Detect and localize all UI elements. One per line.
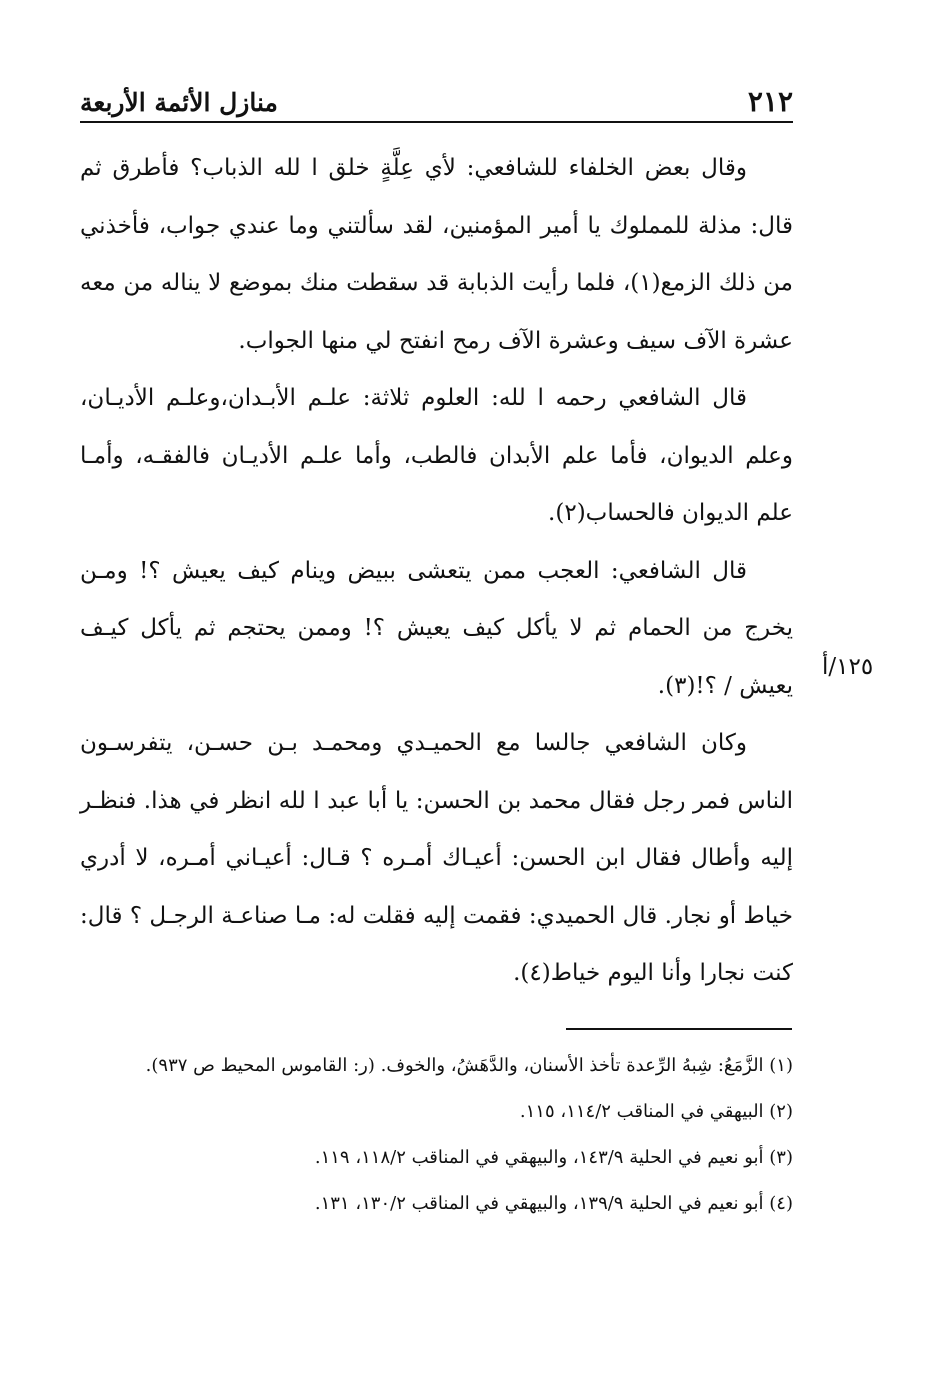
text-line: من ذلك الزمع(١)، فلما رأيت الذبابة قد سقطت منك بموضع لا يناله من معه [80,270,793,296]
paragraph-4 [80,715,793,1003]
main-text [80,140,793,1003]
text-line: وكان الشافعي جالسا مع الحميـدي ومحمـد بـن حسـن، يتفرسـون [80,730,747,756]
footnotes [80,1043,793,1227]
footnote-1: (١) الزَّمَعُ: شِبهُ الرِّعدة تأخذ الأسنان، والدَّهَشُ، والخوف. (ر: القاموس المحيط ص ٩٣٧). [145,1055,793,1076]
text-line: قال: كنت نجارا وأنا اليوم خياط(٤). [80,902,793,986]
footnote-3: (٣) أبو نعيم في الحلية ١٤٣/٩، والبيهقي في المناقب ١١٨/٢، ١١٩. [314,1147,793,1168]
footnote-2: (٢) البيهقي في المناقب ١١٤/٢، ١١٥. [519,1101,793,1122]
text-line: عشرة الآف سيف وعشرة الآف رمح انفتح لي منها الجواب. [238,327,793,354]
margin-folio-note: ١٢٥/أ [822,654,874,680]
text-line: قال الشافعي: العجب ممن يتعشى ببيض وينام كيف يعيش ؟! ومـن [80,557,747,584]
paragraph-3 [80,543,793,716]
text-line: علم الديوان فالحساب(٢). [548,500,793,526]
text-line: قال: مذلة للمملوك يا أمير المؤمنين، لقد سألتني وما عندي جواب، فأخذني [80,212,793,239]
text-line: يعيش / ؟!(٣). [657,672,793,699]
text-line: وعلم الديوان، فأما علم الأبدان فالطب، وأما علـم الأديـان فالفقـه، وأمـا [80,442,793,469]
running-title: منازل الأئمة الأربعة [80,88,278,117]
header-rule [80,121,793,123]
footnote-4: (٤) أبو نعيم في الحلية ١٣٩/٩، والبيهقي في المناقب ١٣٠/٢، ١٣١. [314,1193,793,1214]
page-number: ٢١٢ [747,85,793,118]
text-line: قال الشافعي رحمه ا لله: العلوم ثلاثة: علـم الأبـدان،وعلـم الأديـان، [80,385,747,411]
text-line: إليه وأطال فقال ابن الحسن: أعيـاك أمـره ؟ قـال: أعيـاني أمـره، لا أدري [80,845,793,871]
text-line: خياط أو نجار. قال الحميدي: فقمت إليه فقلت له: مـا صناعـة الرجـل ؟ [129,902,793,929]
text-line: يخرج من الحمام ثم لا يأكل كيف يعيش ؟! وممن يحتجم ثم يأكل كيـف [80,615,793,641]
footnote-separator [566,1028,792,1030]
paragraph-1 [80,140,793,370]
page-header [80,84,793,120]
text-line: وقال بعض الخلفاء للشافعي: لأي عِلَّةٍ خلق ا لله الذباب؟ فأطرق ثم [80,155,747,181]
paragraph-2 [80,370,793,543]
text-line: الناس فمر رجل فقال محمد بن الحسن: يا أبا عبد ا لله انظر في هذا. فنظـر [80,787,793,814]
